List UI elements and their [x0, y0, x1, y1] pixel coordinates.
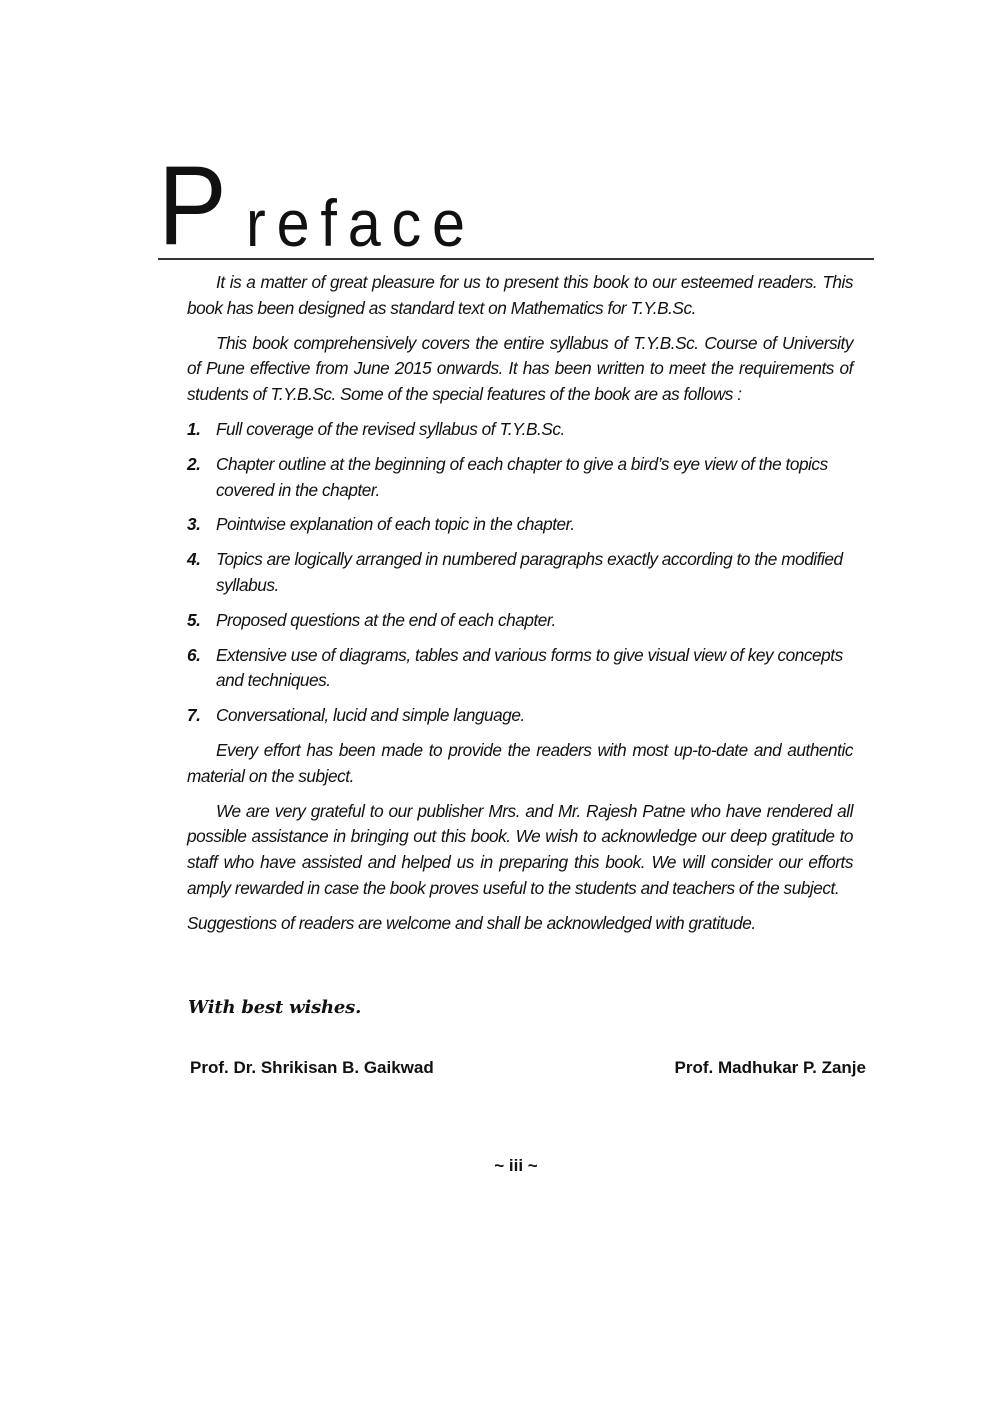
list-item [187, 703, 853, 729]
intro-paragraph: It is a matter of great pleasure for us to present this book to our esteemed readers. This book has been designed as standard text on Mathematics for T.Y.B.Sc. [187, 272, 853, 318]
list-item-text: Pointwise explanation of each topic in the chapter. [216, 514, 575, 535]
list-item-number: 6. [187, 644, 201, 665]
list-item-text: Full coverage of the revised syllabus of T.Y.B.Sc. [216, 418, 565, 439]
features-list [187, 417, 853, 729]
list-item-text: Conversational, lucid and simple language. [216, 705, 525, 726]
title-rest: reface [246, 186, 476, 260]
list-item-number: 2. [187, 453, 201, 474]
list-item-text: Proposed questions at the end of each chapter. [216, 609, 556, 630]
page-title [158, 143, 874, 268]
author-signature-left: Prof. Dr. Shrikisan B. Gaikwad [190, 1058, 434, 1077]
preface-body [187, 270, 853, 946]
list-item [187, 643, 853, 695]
list-item [187, 452, 853, 504]
coverage-paragraph: This book comprehensively covers the entire syllabus of T.Y.B.Sc. Course of University of Pune effective from June 2015 onwards. It has been written to meet the requirements of students of T.Y.B.Sc. Some of the special features of the book are as follows : [187, 332, 853, 405]
list-item [187, 417, 853, 443]
gratitude-paragraph: We are very grateful to our publisher Mrs. and Mr. Rajesh Patne who have rendered all possible assistance in bringing out this book. We wish to acknowledge our deep gratitude to staff who have assisted and helped us in preparing this book. We will consider our efforts amply rewarded in case the book proves useful to the students and teachers of the subject. [187, 800, 853, 898]
list-item-text: Chapter outline at the beginning of each chapter to give a bird’s eye view of the topics covered in the chapter. [216, 453, 828, 500]
effort-paragraph: Every effort has been made to provide the readers with most up-to-date and authentic material on the subject. [187, 739, 853, 786]
list-item-number: 5. [187, 609, 201, 630]
list-item-number: 4. [187, 549, 201, 570]
closing-line: With best wishes. [188, 997, 362, 1018]
list-item-text: Extensive use of diagrams, tables and various forms to give visual view of key concepts and techniques. [216, 644, 843, 691]
list-item-number: 7. [187, 705, 201, 726]
list-item-number: 3. [187, 514, 201, 535]
list-item [187, 512, 853, 538]
suggestions-paragraph: Suggestions of readers are welcome and shall be acknowledged with gratitude. [187, 912, 756, 933]
list-item-number: 1. [187, 418, 201, 439]
list-item [187, 547, 853, 599]
list-item-text: Topics are logically arranged in numbered paragraphs exactly according to the modified syllabus. [216, 549, 843, 595]
title-initial: P [158, 143, 227, 268]
author-signature-right: Prof. Madhukar P. Zanje [674, 1058, 866, 1077]
list-item [187, 608, 853, 634]
page-number: ~ iii ~ [494, 1156, 538, 1175]
